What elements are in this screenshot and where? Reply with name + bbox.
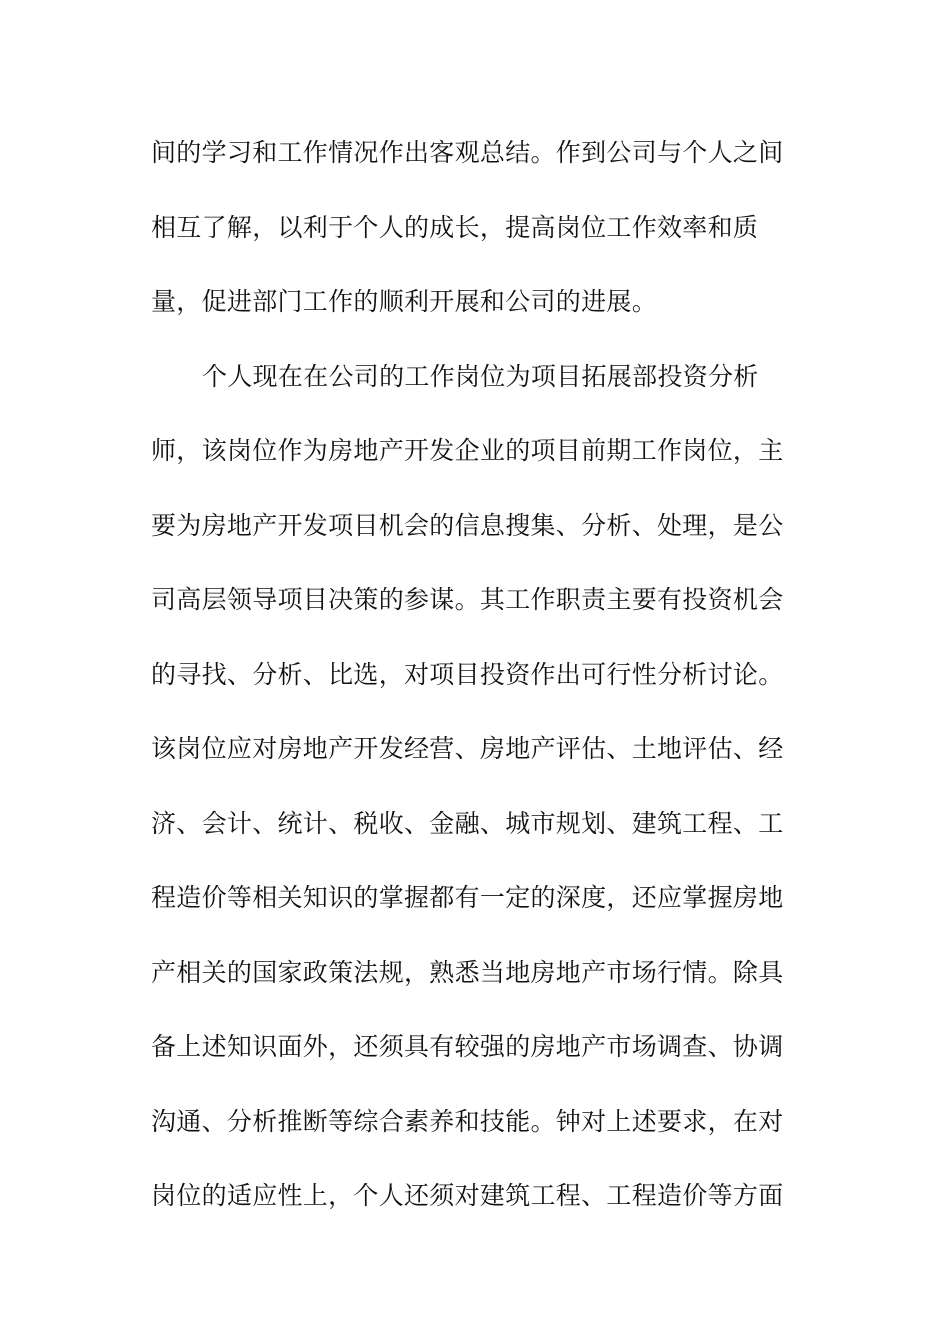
text-line: 程造价等相关知识的掌握都有一定的深度，还应掌握房地: [151, 883, 784, 912]
text-line: 岗位的适应性上，个人还须对建筑工程、工程造价等方面: [151, 1181, 784, 1210]
body-text: [151, 122, 799, 1240]
text-line: 量，促进部门工作的顺利开展和公司的进展。: [151, 287, 658, 316]
text-line: 要为房地产开发项目机会的信息搜集、分析、处理，是公: [151, 510, 784, 540]
text-line: 的寻找、分析、比选，对项目投资作出可行性分析讨论。: [151, 659, 784, 689]
text-line: 济、会计、统计、税收、金融、城市规划、建筑工程、工: [151, 808, 784, 838]
text-line: 相互了解，以利于个人的成长，提高岗位工作效率和质: [151, 212, 759, 242]
text-line: 师，该岗位作为房地产开发企业的项目前期工作岗位，主: [151, 436, 784, 465]
text-line: 备上述知识面外，还须具有较强的房地产市场调查、协调: [151, 1032, 784, 1061]
text-line: 该岗位应对房地产开发经营、房地产评估、土地评估、经: [151, 734, 784, 763]
text-line: 沟通、分析推断等综合素养和技能。钟对上述要求，在对: [151, 1106, 784, 1136]
text-line: 间的学习和工作情况作出客观总结。作到公司与个人之间: [151, 138, 784, 167]
paragraph-first-line: 个人现在在公司的工作岗位为项目拓展部投资分析: [202, 361, 759, 391]
text-line: 司高层领导项目决策的参谋。其工作职责主要有投资机会: [151, 585, 784, 614]
text-line: 产相关的国家政策法规，熟悉当地房地产市场行情。除具: [151, 957, 784, 987]
